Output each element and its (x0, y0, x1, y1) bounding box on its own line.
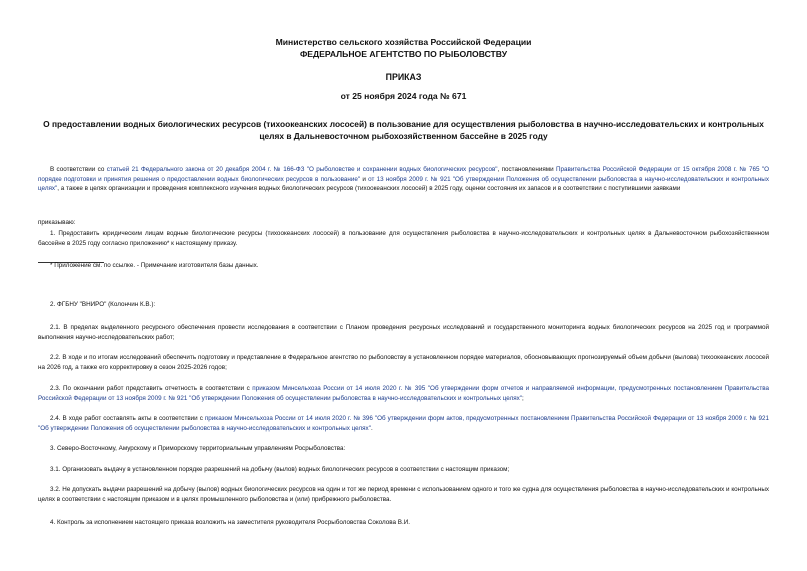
item-2: 2. ФГБНУ "ВНИРО" (Колончин К.В.): (50, 301, 156, 308)
item-3: 3. Северо-Восточному, Амурскому и Приморскому территориальным управлениям Росрыболовства: (50, 445, 346, 452)
preamble-text-4: , а также в целях организации и проведения комплексного изучения водных биологических ресурсов (тихоокеанских лососей) в 2025 году, оценки состояния их запасов и в соответствии с поступившими заявками (57, 185, 681, 192)
link-government-decree-765[interactable]: Правительства Российской Федерации от 15 октября 2008 г. № 765 "О порядке подготовки и принятия решения о предоставлении водных биологических ресурсов в пользование" (38, 166, 770, 183)
preamble-text-1: В соответствии со (50, 166, 107, 173)
order-heading: ПРИКАЗ (385, 72, 422, 82)
order-title: О предоставлении водных биологических ресурсов (тихоокеанских лососей) в пользование для осуществления рыболовства в научно-исследовательских и контрольных целях в Дальневосточном рыбохозяйственном бассейне в 2025 году (43, 119, 764, 141)
item-2-3-text-1: 2.3. По окончании работ представить отчетность в соответствии с (50, 385, 253, 392)
order-date: от 25 ноября 2024 года № 671 (340, 91, 467, 101)
item-4: 4. Контроль за исполнением настоящего приказа возложить на заместителя руководителя Росрыболовства Соколова В.И. (50, 519, 411, 526)
link-federal-law[interactable]: статьей 21 Федерального закона от 20 декабря 2004 г. № 166-ФЗ "О рыболовстве и сохранении водных биологических ресурсов" (106, 166, 498, 173)
link-order-396[interactable]: приказом Минсельхоза России от 14 июля 2020 г. № 396 "Об утверждении форм актов, предусмотренных постановлением Правительства Российской Федерации от 13 ноября 2009 г. № 921 "Об утверждении Положения об осуществлении рыболовства в научно-исследовательских и контрольных целях" (38, 415, 769, 432)
item-2-3-text-2: ; (522, 394, 524, 402)
item-3-2: 3.2. Не допускать выдачи разрешений на добычу (вылов) водных биологических ресурсов на один и тот же период времени с использованием одного и того же судна для осуществления рыболовства в научно-исследовательских и контрольных целях в соответствии с настоящим приказом и в целях промышленного рыболовства и (или) прибрежного рыболовства. (38, 486, 769, 503)
link-order-395[interactable]: приказом Минсельхоза России от 14 июля 2020 г. № 395 "Об утверждении форм отчетов и направляемой информации, предусмотренных постановлением Правительства Российской Федерации от 13 ноября 2009 г. № 921 "Об утверждении Положения об осуществлении рыболовства в научно-исследовательских и контрольных целях" (38, 385, 769, 402)
agency-name: ФЕДЕРАЛЬНОЕ АГЕНТСТВО ПО РЫБОЛОВСТВУ (299, 49, 508, 59)
orders-word: приказываю: (38, 219, 76, 226)
item-2-4-text-1: 2.4. В ходе работ составлять акты в соответствии с (50, 415, 205, 422)
item-3-1: 3.1. Организовать выдачу в установленном порядке разрешений на добычу (вылов) водных биологических ресурсов в соответствии с настоящим приказом; (50, 466, 510, 473)
item-1: 1. Предоставить юридическим лицам водные биологические ресурсы (тихоокеанских лососей) в пользование для осуществления рыболовства в научно-исследовательских и контрольных целях в Дальневосточном рыбохозяйственном бассейне в 2025 году согласно приложению* к настоящему приказу. (38, 230, 769, 247)
preamble-paragraph (38, 165, 769, 194)
item-2-3 (38, 384, 769, 403)
ministry-name: Министерство сельского хозяйства Российской Федерации (275, 37, 532, 47)
item-2-4-text-2: . (370, 424, 373, 432)
preamble-text-3: и (360, 175, 369, 183)
item-2-2: 2.2. В ходе и по итогам исследований обеспечить подготовку и представление в Федеральное агентство по рыболовству в установленном порядке материалов, обосновывающих прогнозируемый объем добычи (вылова) тихоокеанских лососей на 2026 год, а также его корректировку в сезон 2025-2026 годов; (38, 354, 769, 371)
link-government-decree-921[interactable]: от 13 ноября 2009 г. № 921 "Об утверждении Положения об осуществлении рыболовства в научно-исследовательских и контрольных целях" (38, 175, 769, 192)
item-2-4 (38, 414, 769, 433)
footnote: * Приложение см. по ссылке. - Примечание изготовителя базы данных. (50, 262, 259, 269)
item-2-1: 2.1. В пределах выделенного ресурсного обеспечения провести исследования в соответствии с Планом проведения ресурсных исследований и государственного мониторинга водных биологических ресурсов на 2025 год и программой выполнения научно-исследовательских работ; (38, 324, 769, 341)
preamble-text-2: , постановлениями (497, 166, 556, 173)
